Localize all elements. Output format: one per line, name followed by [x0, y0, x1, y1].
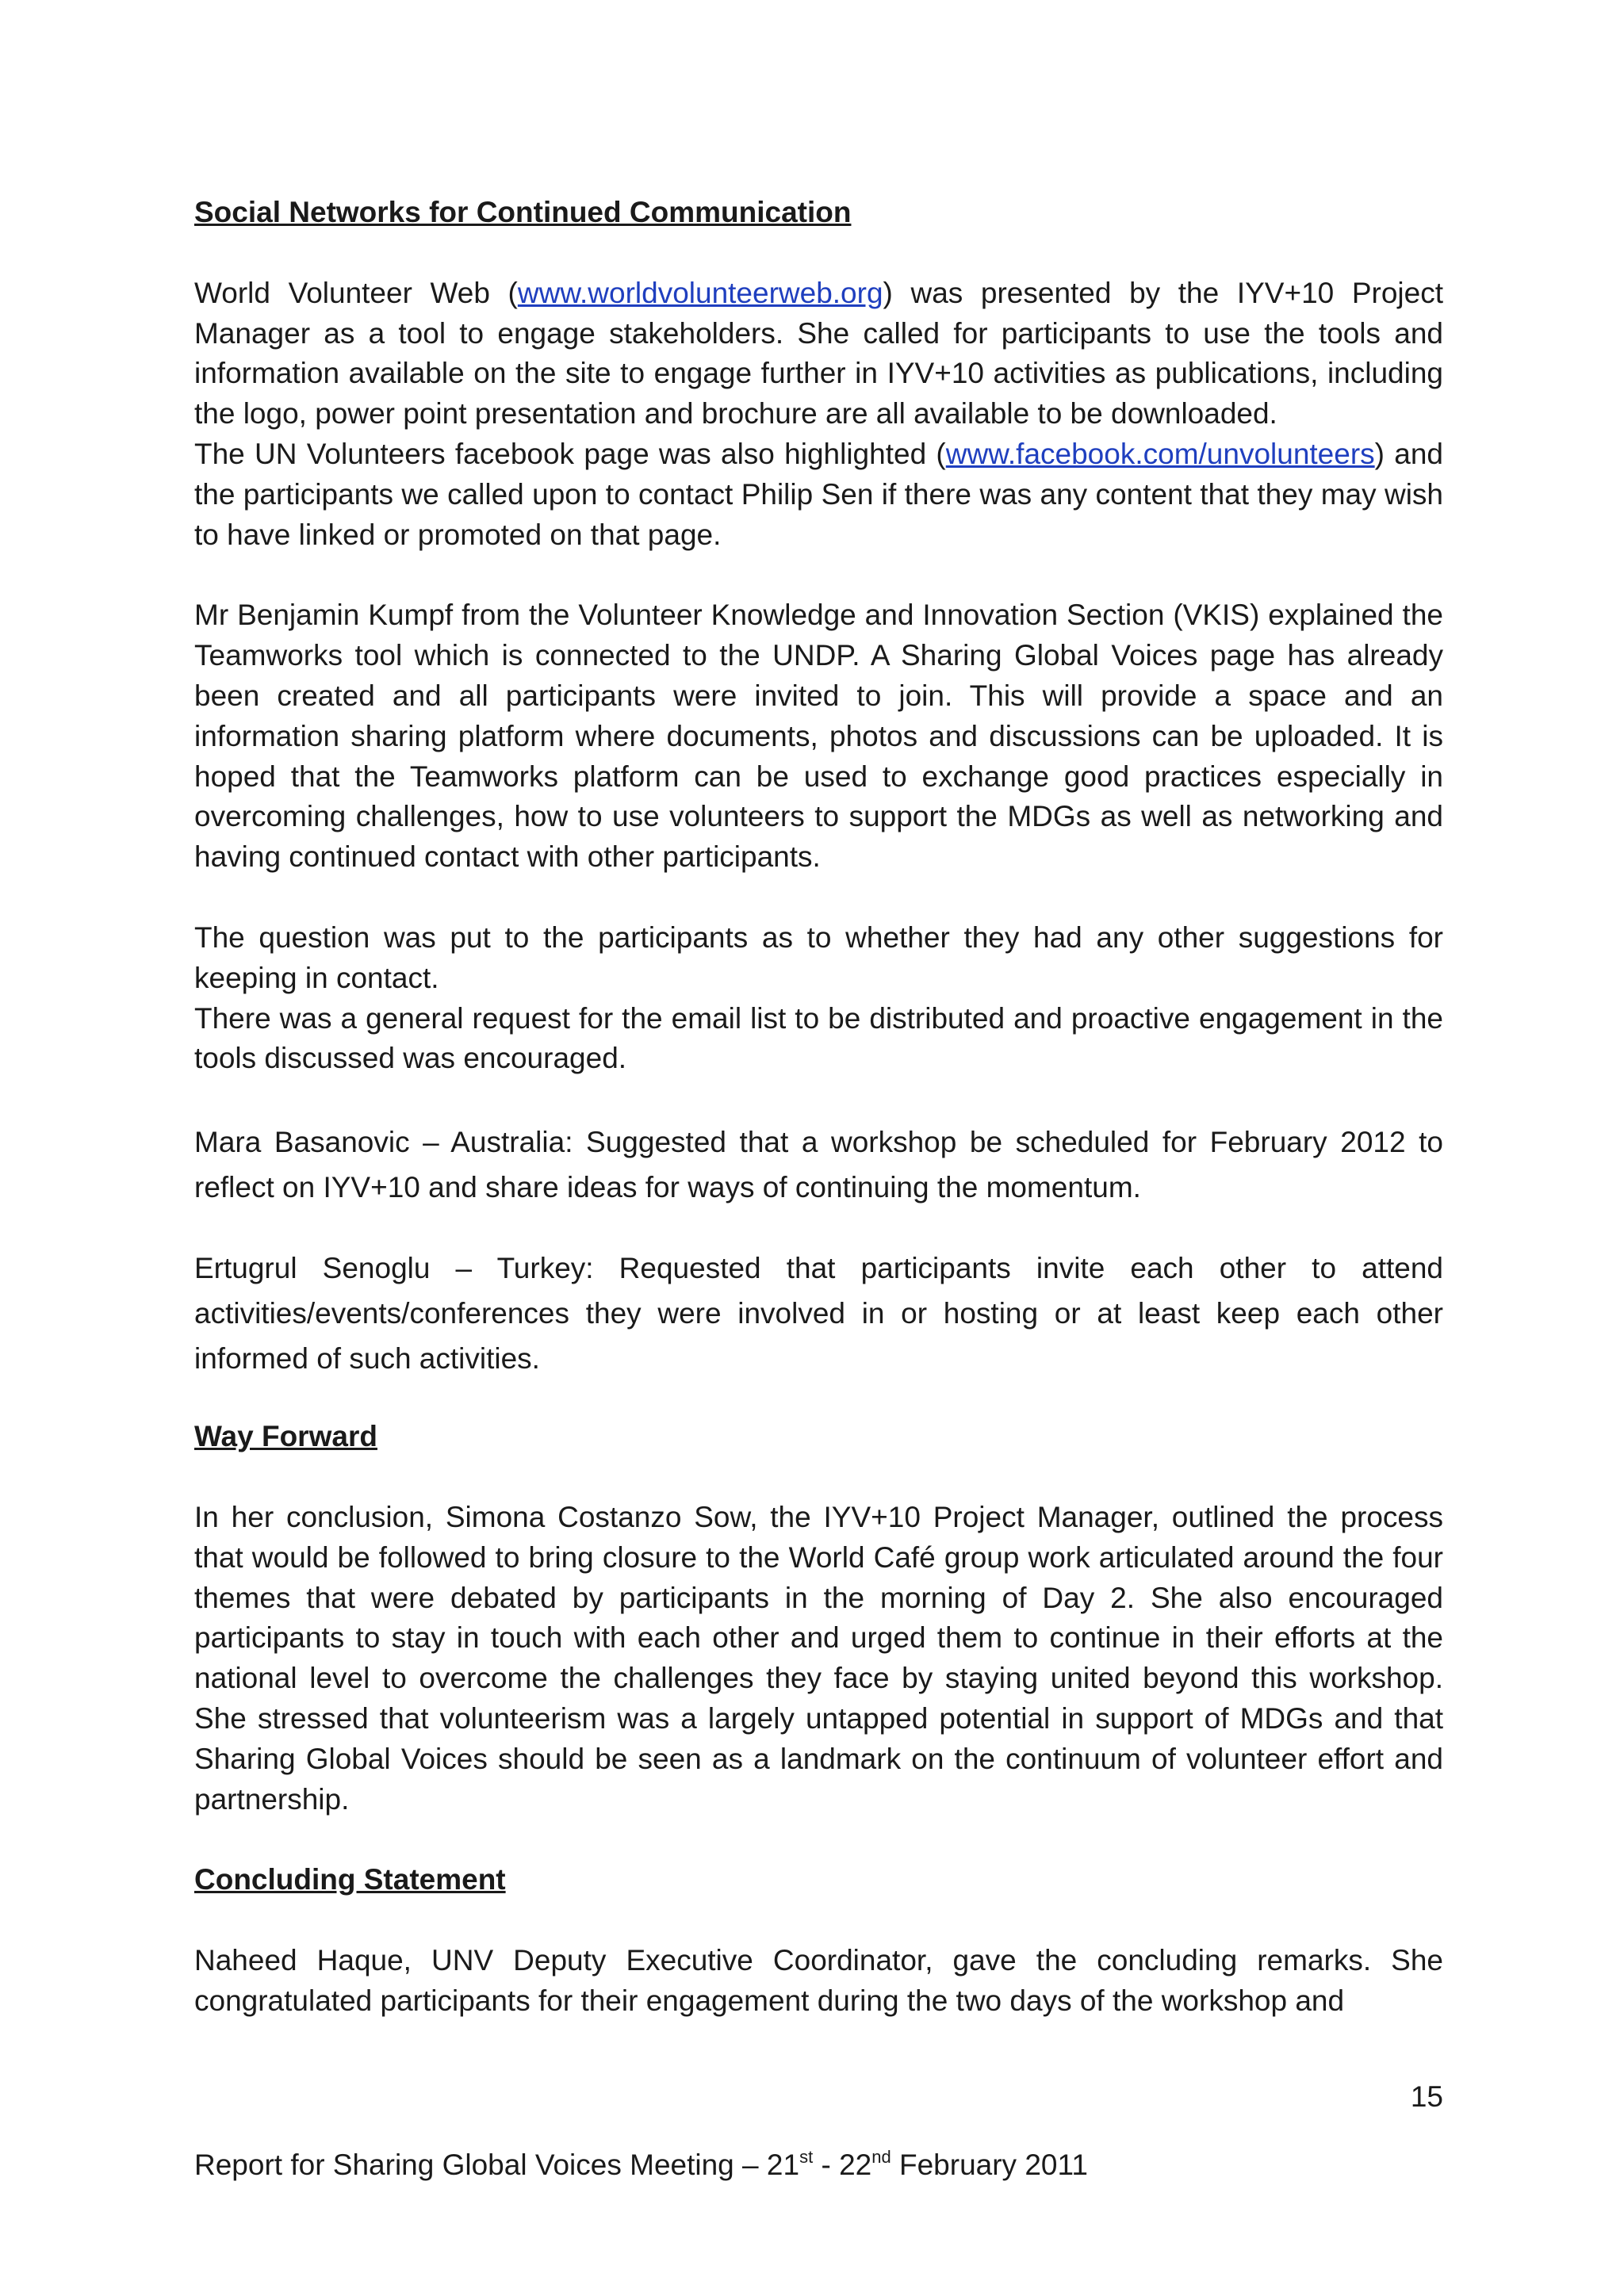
- paragraph-world-volunteer-web: [194, 274, 1443, 434]
- text-segment: The UN Volunteers facebook page was also highlighted (: [194, 437, 946, 470]
- paragraph-email-list: There was a general request for the email list to be distributed and proactive engagement in the tools discussed was encouraged.: [194, 1001, 1443, 1075]
- heading-way-forward: Way Forward: [194, 1420, 377, 1453]
- text-segment: World Volunteer Web (: [194, 276, 518, 309]
- text-segment: ) and the participants we called upon to contact Philip Sen if there was any content that they may wish to have linked or promoted on that page.: [194, 437, 1443, 551]
- footer-suffix: February 2011: [891, 2149, 1088, 2181]
- paragraph-suggestions-question: The question was put to the participants as to whether they had any other suggestions for keeping in contact.: [194, 920, 1443, 994]
- link-facebook-unvolunteers[interactable]: www.facebook.com/unvolunteers: [945, 437, 1375, 470]
- text-segment: ) was presented by the IYV+10 Project Manager as a tool to engage stakeholders. She called for participants to use the tools and information available on the site to engage further in IYV+10 activities as publications, including the logo, power point presentation and brochure are all available to be downloaded.: [194, 276, 1443, 430]
- paragraph-teamworks: Mr Benjamin Kumpf from the Volunteer Knowledge and Innovation Section (VKIS) explained the Teamworks tool which is connected to the UNDP. A Sharing Global Voices page has already been created and all participants were invited to join. This will provide a space and an information sharing platform where documents, photos and discussions can be uploaded. It is hoped that the Teamworks platform can be used to exchange good practices especially in overcoming challenges, how to use volunteers to support the MDGs as well as networking and having continued contact with other participants.: [194, 599, 1443, 874]
- footer-prefix: Report for Sharing Global Voices Meeting – 21: [194, 2149, 800, 2181]
- paragraph-concluding-remarks: Naheed Haque, UNV Deputy Executive Coordinator, gave the concluding remarks. She congratulated participants for their engagement during the two days of the workshop and: [194, 1944, 1443, 2017]
- paragraph-facebook: [194, 434, 1443, 555]
- footer-middle: - 22: [813, 2149, 872, 2181]
- heading-social-networks: Social Networks for Continued Communication: [194, 196, 852, 228]
- link-worldvolunteerweb[interactable]: www.worldvolunteerweb.org: [517, 276, 883, 309]
- paragraph-conclusion: In her conclusion, Simona Costanzo Sow, the IYV+10 Project Manager, outlined the process that would be followed to bring closure to the World Café group work articulated around the four themes that were debated by participants in the morning of Day 2. She also encouraged participants to stay in touch with each other and urged them to continue in their efforts at the national level to overcome the challenges they face by staying united beyond this workshop. She stressed that volunteerism was a largely untapped potential in support of MDGs and that Sharing Global Voices should be seen as a landmark on the continuum of volunteer effort and partnership.: [194, 1500, 1443, 1816]
- footer-sup-st: st: [799, 2147, 814, 2167]
- paragraph-australia: Mara Basanovic – Australia: Suggested that a workshop be scheduled for February 2012 to reflect on IYV+10 and share ideas for ways of continuing the momentum.: [194, 1126, 1443, 1204]
- page-number: 15: [1410, 2080, 1443, 2113]
- paragraph-turkey: Ertugrul Senoglu – Turkey: Requested that participants invite each other to attend activities/events/conferences they were involved in or hosting or at least keep each other informed of such activities.: [194, 1252, 1443, 1376]
- footer-sup-nd: nd: [871, 2147, 891, 2167]
- page-footer: [194, 2145, 1088, 2185]
- heading-concluding-statement: Concluding Statement: [194, 1863, 506, 1896]
- page-content: [194, 193, 1443, 2022]
